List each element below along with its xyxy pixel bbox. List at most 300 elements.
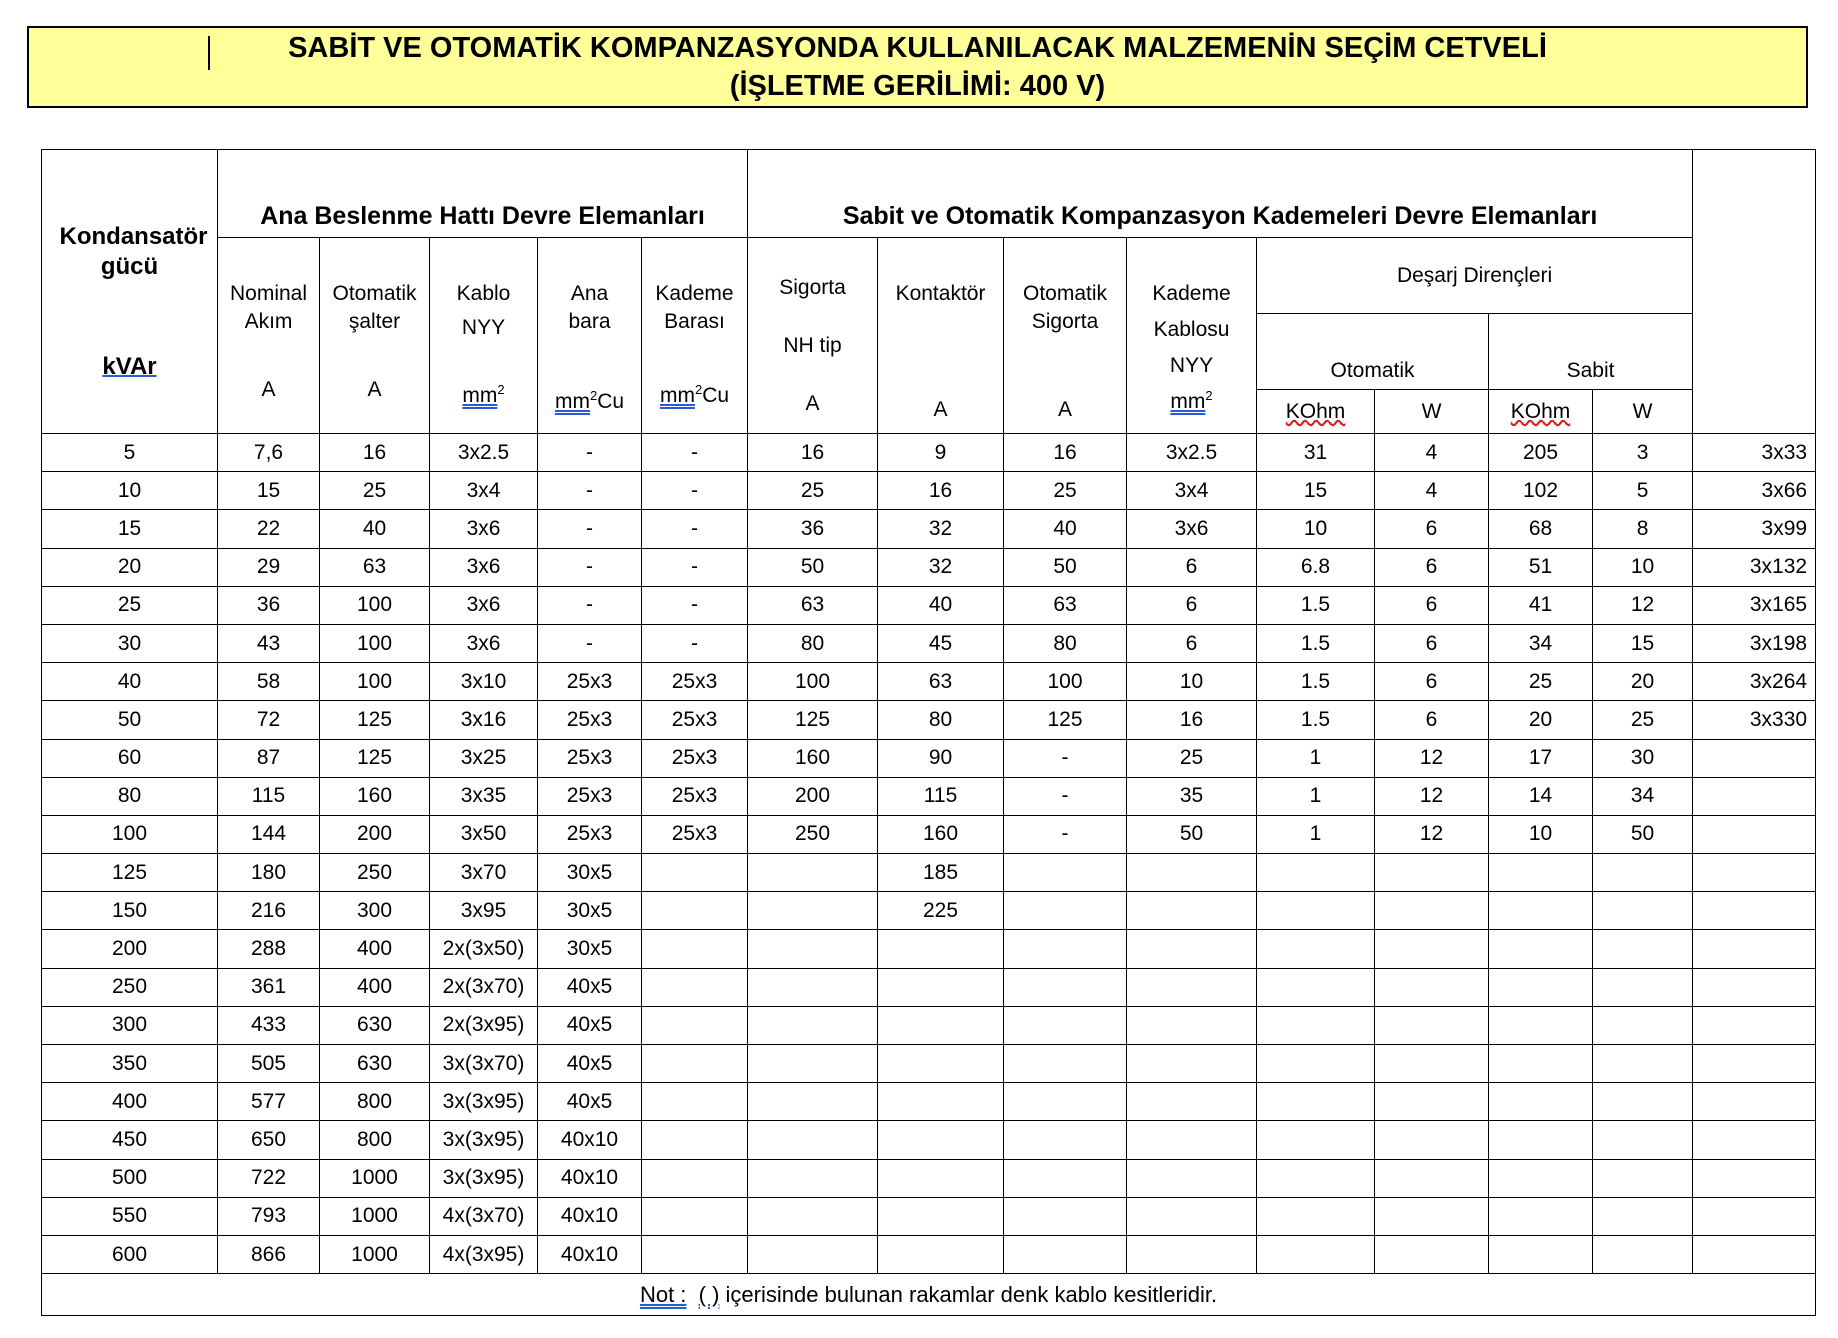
table-cell: 10 — [42, 472, 218, 510]
kademe-kablosu-label-2: Kablosu — [1153, 318, 1230, 341]
table-cell: 40 — [1004, 510, 1127, 548]
header-kondansator — [42, 150, 218, 434]
kablo-unit: mm — [462, 384, 498, 407]
table-cell: 160 — [320, 777, 430, 815]
table-row — [42, 1006, 1816, 1044]
table-cell: 25x3 — [538, 701, 642, 739]
note-row — [42, 1274, 1816, 1316]
table-cell: 16 — [748, 434, 878, 472]
table-row — [42, 1235, 1816, 1273]
table-cell: 80 — [42, 777, 218, 815]
table-cell — [748, 1006, 878, 1044]
table-cell: 115 — [878, 777, 1004, 815]
table-cell: 185 — [878, 854, 1004, 892]
table-cell — [1127, 892, 1257, 930]
table-cell — [1004, 1235, 1127, 1273]
table-cell: 16 — [1004, 434, 1127, 472]
table-cell — [1489, 892, 1593, 930]
table-cell: 4x(3x70) — [430, 1197, 538, 1235]
title-line-1: SABİT VE OTOMATİK KOMPANZASYONDA KULLANILACAK MALZEMENİN SEÇİM CETVELİ — [288, 32, 1547, 64]
table-cell — [1257, 930, 1375, 968]
table-cell — [1489, 930, 1593, 968]
table-cell: 10 — [1593, 548, 1693, 586]
table-cell: 25 — [1127, 739, 1257, 777]
table-cell: - — [642, 624, 748, 662]
table-row — [42, 472, 1816, 510]
table-cell: 3x(3x95) — [430, 1159, 538, 1197]
table-cell: 1.5 — [1257, 663, 1375, 701]
table-row — [42, 930, 1816, 968]
table-cell: 63 — [878, 663, 1004, 701]
table-cell: 40 — [42, 663, 218, 701]
table-cell: 50 — [748, 548, 878, 586]
table-cell — [1257, 968, 1375, 1006]
header-otomatik-salter — [320, 238, 430, 434]
kohm-label: KOhm — [1510, 399, 1571, 423]
table-cell — [1693, 1159, 1816, 1197]
table-cell: 15 — [42, 510, 218, 548]
table-cell: 4 — [1375, 434, 1489, 472]
table-cell: 3x25 — [430, 739, 538, 777]
table-cell: 3x6 — [430, 510, 538, 548]
table-cell: 40x5 — [538, 1083, 642, 1121]
table-cell — [642, 1045, 748, 1083]
table-cell: 3x(3x95) — [430, 1121, 538, 1159]
table-cell — [1004, 930, 1127, 968]
header-otomatik-kohm — [1257, 390, 1375, 434]
table-cell: 16 — [878, 472, 1004, 510]
table-cell: 8 — [1593, 510, 1693, 548]
table-cell — [878, 1235, 1004, 1273]
table-cell: 29 — [218, 548, 320, 586]
table-cell: 400 — [42, 1083, 218, 1121]
table-cell — [642, 854, 748, 892]
kondansator-unit: kVAr — [102, 352, 157, 380]
table-cell: 20 — [1489, 701, 1593, 739]
ana-bara-unit: mm — [554, 390, 590, 413]
table-cell: 125 — [748, 701, 878, 739]
table-cell — [1127, 1235, 1257, 1273]
table-cell: 3x6 — [1127, 510, 1257, 548]
otomatik-sigorta-label: Otomatik Sigorta — [1023, 282, 1108, 333]
table-cell: 3x33 — [1693, 434, 1816, 472]
table-cell: 16 — [320, 434, 430, 472]
table-cell: 3x70 — [430, 854, 538, 892]
table-cell: 50 — [1004, 548, 1127, 586]
kondansator-label: Kondansatör gücü — [59, 222, 208, 280]
table-row — [42, 624, 1816, 662]
table-cell: 3x6 — [430, 624, 538, 662]
table-cell: 1 — [1257, 815, 1375, 853]
table-cell: 3x66 — [1693, 472, 1816, 510]
table-cell — [1489, 1159, 1593, 1197]
nominal-unit: A — [261, 378, 276, 401]
table-row — [42, 815, 1816, 853]
table-cell: 6 — [1375, 548, 1489, 586]
kademe-barasi-label: Kademe Barası — [655, 282, 734, 333]
table-cell — [1593, 1083, 1693, 1121]
table-cell: 650 — [218, 1121, 320, 1159]
table-cell — [1375, 1197, 1489, 1235]
table-cell: 40x5 — [538, 1006, 642, 1044]
header-sigorta-nh — [748, 238, 878, 434]
table-cell: 51 — [1489, 548, 1593, 586]
table-cell — [1004, 892, 1127, 930]
superscript: 2 — [589, 388, 598, 403]
table-cell: 31 — [1257, 434, 1375, 472]
table-cell: 3x95 — [430, 892, 538, 930]
table-cell: 200 — [748, 777, 878, 815]
table-cell: 87 — [218, 739, 320, 777]
table-cell: 14 — [1489, 777, 1593, 815]
table-cell — [1257, 1006, 1375, 1044]
table-cell — [1593, 1006, 1693, 1044]
table-cell: 100 — [1004, 663, 1127, 701]
table-cell — [1004, 1121, 1127, 1159]
table-cell: 25x3 — [642, 815, 748, 853]
table-cell — [1593, 1121, 1693, 1159]
table-cell: 5 — [42, 434, 218, 472]
sigorta-label: Sigorta — [779, 276, 846, 299]
table-cell: 17 — [1489, 739, 1593, 777]
table-cell: 125 — [320, 701, 430, 739]
table-cell: 1 — [1257, 777, 1375, 815]
header-desarj-otomatik: Otomatik — [1257, 314, 1489, 390]
table-cell: 30 — [1593, 739, 1693, 777]
table-cell: 12 — [1375, 739, 1489, 777]
table-cell: 63 — [748, 586, 878, 624]
header-nominal-akim — [218, 238, 320, 434]
table-cell — [1127, 1006, 1257, 1044]
otomatik-sigorta-unit: A — [1058, 398, 1073, 421]
table-cell: 40x5 — [538, 1045, 642, 1083]
table-cell — [1127, 1045, 1257, 1083]
table-cell: 3x264 — [1693, 663, 1816, 701]
table-cell — [1593, 1197, 1693, 1235]
table-cell — [1593, 930, 1693, 968]
kademe-kablosu-sub: NYY — [1169, 354, 1214, 377]
table-cell: 34 — [1489, 624, 1593, 662]
table-cell: 100 — [320, 586, 430, 624]
table-cell — [1004, 968, 1127, 1006]
table-cell: 250 — [320, 854, 430, 892]
table-cell: 630 — [320, 1006, 430, 1044]
table-cell: 15 — [218, 472, 320, 510]
table-cell — [1375, 1159, 1489, 1197]
table-cell — [1004, 1045, 1127, 1083]
note-paren: ( ) — [698, 1281, 720, 1307]
table-cell — [1257, 1083, 1375, 1121]
sigorta-unit: A — [805, 392, 820, 415]
table-cell: 16 — [1127, 701, 1257, 739]
table-cell: 40 — [878, 586, 1004, 624]
table-cell: - — [538, 434, 642, 472]
table-cell — [642, 1121, 748, 1159]
table-cell: 6 — [1375, 663, 1489, 701]
table-cell — [748, 1197, 878, 1235]
table-row — [42, 892, 1816, 930]
table-cell: - — [1004, 815, 1127, 853]
table-cell — [1489, 1197, 1593, 1235]
table-cell — [642, 1006, 748, 1044]
table-cell: 400 — [320, 968, 430, 1006]
kademe-barasi-unit: mm — [659, 384, 695, 407]
table-cell — [1375, 968, 1489, 1006]
kablo-label: Kablo — [456, 282, 511, 305]
table-cell — [1257, 1235, 1375, 1273]
table-cell: 300 — [42, 1006, 218, 1044]
table-row — [42, 434, 1816, 472]
kontaktor-unit: A — [933, 398, 948, 421]
table-cell: 3x16 — [430, 701, 538, 739]
table-cell — [1375, 1006, 1489, 1044]
table-cell — [1489, 1083, 1593, 1121]
table-cell — [1127, 968, 1257, 1006]
table-cell: 20 — [42, 548, 218, 586]
table-cell: 80 — [1004, 624, 1127, 662]
table-cell: 40x10 — [538, 1197, 642, 1235]
table-cell — [1593, 1045, 1693, 1083]
table-cell — [642, 892, 748, 930]
table-cell — [1489, 968, 1593, 1006]
table-cell: 2x(3x70) — [430, 968, 538, 1006]
table-cell: 3x99 — [1693, 510, 1816, 548]
table-cell: - — [1004, 777, 1127, 815]
table-cell: 550 — [42, 1197, 218, 1235]
table-cell: 63 — [320, 548, 430, 586]
table-cell: 43 — [218, 624, 320, 662]
table-cell: 3x35 — [430, 777, 538, 815]
table-cell: - — [538, 624, 642, 662]
document-title-box — [27, 26, 1808, 108]
table-cell: - — [642, 586, 748, 624]
table-cell: 4x(3x95) — [430, 1235, 538, 1273]
table-cell — [642, 1235, 748, 1273]
table-cell: 125 — [42, 854, 218, 892]
table-cell — [1375, 854, 1489, 892]
table-cell — [1693, 739, 1816, 777]
table-cell: 3x6 — [430, 586, 538, 624]
table-cell — [642, 968, 748, 1006]
table-cell — [1257, 854, 1375, 892]
header-kontaktor — [878, 238, 1004, 434]
table-cell — [1693, 968, 1816, 1006]
table-cell: 50 — [1593, 815, 1693, 853]
table-cell: 40x10 — [538, 1235, 642, 1273]
kontaktor-label: Kontaktör — [895, 282, 986, 305]
table-cell — [878, 1045, 1004, 1083]
table-cell — [748, 1235, 878, 1273]
table-row — [42, 586, 1816, 624]
table-cell: 200 — [320, 815, 430, 853]
table-row — [42, 1121, 1816, 1159]
table-cell — [1693, 777, 1816, 815]
table-cell: 250 — [42, 968, 218, 1006]
table-cell: 25 — [1004, 472, 1127, 510]
header-otomatik-w: W — [1375, 390, 1489, 434]
header-sabit-kohm — [1489, 390, 1593, 434]
table-cell — [1257, 1045, 1375, 1083]
table-cell — [748, 1083, 878, 1121]
table-cell: 3x10 — [430, 663, 538, 701]
table-cell — [748, 1045, 878, 1083]
superscript: 2 — [694, 382, 703, 397]
table-cell: 36 — [218, 586, 320, 624]
table-cell: 216 — [218, 892, 320, 930]
table-cell: 32 — [878, 510, 1004, 548]
table-cell: 25x3 — [538, 739, 642, 777]
table-cell: 12 — [1375, 777, 1489, 815]
note-cell — [42, 1274, 1816, 1316]
table-cell: 500 — [42, 1159, 218, 1197]
table-cell: 3x6 — [430, 548, 538, 586]
table-cell: 300 — [320, 892, 430, 930]
table-cell: 80 — [878, 701, 1004, 739]
table-cell: 6 — [1375, 586, 1489, 624]
table-cell: 160 — [878, 815, 1004, 853]
table-cell — [642, 1197, 748, 1235]
header-desarj-sabit: Sabit — [1489, 314, 1693, 390]
title-line-2: (İŞLETME GERİLİMİ: 400 V) — [729, 70, 1106, 102]
table-cell: 7,6 — [218, 434, 320, 472]
table-cell: 793 — [218, 1197, 320, 1235]
table-row — [42, 663, 1816, 701]
header-extra-column — [1693, 150, 1816, 434]
table-cell: 125 — [320, 739, 430, 777]
table-cell — [1693, 1006, 1816, 1044]
table-cell: 250 — [748, 815, 878, 853]
table-cell: 50 — [1127, 815, 1257, 853]
table-row — [42, 1159, 1816, 1197]
table-cell — [642, 930, 748, 968]
table-cell: 600 — [42, 1235, 218, 1273]
table-cell: 25x3 — [642, 777, 748, 815]
header-sabit-w: W — [1593, 390, 1693, 434]
table-cell: 63 — [1004, 586, 1127, 624]
table-cell — [1127, 1197, 1257, 1235]
table-cell — [1693, 1083, 1816, 1121]
table-cell: 25 — [1489, 663, 1593, 701]
table-cell — [1593, 968, 1693, 1006]
table-cell: 100 — [42, 815, 218, 853]
table-cell — [1375, 1121, 1489, 1159]
table-cell: 3x198 — [1693, 624, 1816, 662]
table-cell: 22 — [218, 510, 320, 548]
table-cell: 60 — [42, 739, 218, 777]
table-cell: 25x3 — [538, 663, 642, 701]
note-text: içerisinde bulunan rakamlar denk kablo kesitleridir. — [719, 1281, 1218, 1307]
table-cell: 6.8 — [1257, 548, 1375, 586]
table-cell: 90 — [878, 739, 1004, 777]
superscript: 2 — [497, 382, 505, 397]
table-cell: 3 — [1593, 434, 1693, 472]
table-cell: 225 — [878, 892, 1004, 930]
table-cell: 15 — [1257, 472, 1375, 510]
table-cell: 25x3 — [538, 777, 642, 815]
table-cell: 450 — [42, 1121, 218, 1159]
table-cell — [1693, 1045, 1816, 1083]
table-cell: - — [538, 510, 642, 548]
table-cell: 50 — [42, 701, 218, 739]
kohm-label: KOhm — [1285, 399, 1346, 423]
table-cell — [748, 968, 878, 1006]
table-cell: 80 — [748, 624, 878, 662]
table-cell: 36 — [748, 510, 878, 548]
table-cell: 800 — [320, 1121, 430, 1159]
sigorta-sub: NH tip — [783, 334, 842, 357]
table-cell — [878, 1006, 1004, 1044]
group-header-sabit-otomatik: Sabit ve Otomatik Kompanzasyon Kademeleri Devre Elemanları — [748, 150, 1693, 238]
ana-bara-cu: Cu — [597, 390, 625, 413]
kademe-barasi-cu: Cu — [702, 384, 730, 407]
table-cell: 150 — [42, 892, 218, 930]
table-cell: 3x4 — [1127, 472, 1257, 510]
kademe-kablosu-label: Kademe — [1152, 282, 1231, 305]
table-cell — [748, 1121, 878, 1159]
table-cell — [1004, 1083, 1127, 1121]
nominal-label: Nominal Akım — [229, 282, 308, 333]
table-cell: 350 — [42, 1045, 218, 1083]
table-cell: 25 — [320, 472, 430, 510]
table-cell — [1375, 930, 1489, 968]
header-desarj-direncleri: Deşarj Dirençleri — [1257, 238, 1693, 314]
table-cell: 40x10 — [538, 1121, 642, 1159]
table-cell: 72 — [218, 701, 320, 739]
table-cell: 12 — [1375, 815, 1489, 853]
table-cell: 722 — [218, 1159, 320, 1197]
table-cell: 1000 — [320, 1159, 430, 1197]
table-cell — [1004, 854, 1127, 892]
table-cell — [1004, 1197, 1127, 1235]
table-cell: 3x50 — [430, 815, 538, 853]
table-row — [42, 739, 1816, 777]
table-cell: 6 — [1127, 624, 1257, 662]
table-cell: 6 — [1127, 586, 1257, 624]
table-cell: 288 — [218, 930, 320, 968]
ana-bara-label: Ana bara — [568, 282, 611, 333]
table-cell — [1693, 854, 1816, 892]
table-cell: 32 — [878, 548, 1004, 586]
table-cell — [1693, 892, 1816, 930]
header-otomatik-sigorta — [1004, 238, 1127, 434]
table-cell — [1257, 892, 1375, 930]
table-cell — [748, 930, 878, 968]
table-cell: 6 — [1375, 701, 1489, 739]
table-cell: 25 — [748, 472, 878, 510]
table-cell: 3x132 — [1693, 548, 1816, 586]
table-cell: 3x(3x70) — [430, 1045, 538, 1083]
table-cell: - — [642, 434, 748, 472]
table-cell — [1693, 930, 1816, 968]
table-cell: 25 — [42, 586, 218, 624]
table-body — [42, 434, 1816, 1274]
table-cell: 30 — [42, 624, 218, 662]
table-cell: 25 — [1593, 701, 1693, 739]
table-cell: 160 — [748, 739, 878, 777]
table-cell: 205 — [1489, 434, 1593, 472]
table-cell — [748, 892, 878, 930]
table-cell: 25x3 — [642, 663, 748, 701]
table-cell: 20 — [1593, 663, 1693, 701]
table-cell — [642, 1083, 748, 1121]
table-row — [42, 1045, 1816, 1083]
table-cell: 361 — [218, 968, 320, 1006]
table-cell — [1127, 1083, 1257, 1121]
table-cell — [1693, 1121, 1816, 1159]
table-cell: 30x5 — [538, 892, 642, 930]
table-cell: 3x330 — [1693, 701, 1816, 739]
table-cell — [1489, 1006, 1593, 1044]
